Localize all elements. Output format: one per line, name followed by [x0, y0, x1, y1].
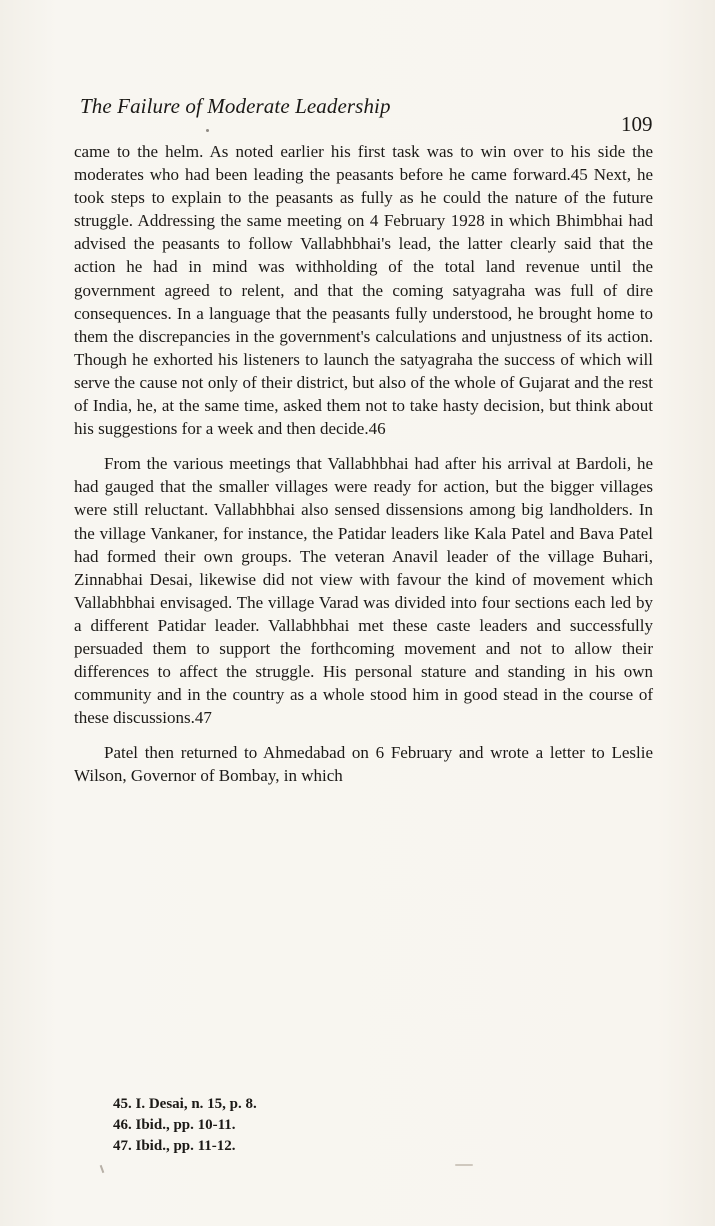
footnote-47: 47. Ibid., pp. 11-12. [113, 1138, 236, 1154]
running-head: The Failure of Moderate Leadership [80, 94, 391, 118]
footnote-45: 45. I. Desai, n. 15, p. 8. [113, 1096, 257, 1112]
footnote-46: 46. Ibid., pp. 10-11. [113, 1117, 236, 1133]
footnotes [113, 1094, 257, 1157]
paper-speck [206, 129, 209, 132]
paragraph-1: came to the helm. As noted earlier his first task was to win over to his side the moderates who had been leading the peasants before he came forward.45 Next, he took steps to explain to the peasants as fully as he could the nature of the future struggle. Addressing the same meeting on 4 February 1928 in which Bhimbhai had advised the peasants to follow Vallabhbhai's lead, the latter clearly said that the action he had in mind was withholding of the total land revenue until the government agreed to relent, and that the coming satyagraha was full of dire consequences. In a language that the peasants fully understood, he brought home to them the discrepancies in the government's calculations and unjustness of its action. Though he exhorted his listeners to launch the satyagraha the success of which will serve the cause not only of their district, but also of the whole of Gujarat and the rest of India, he, at the same time, asked them not to take hasty decision, but think about his suggestions for a week and then decide.46 [74, 142, 653, 439]
page-number: 109 [621, 112, 653, 136]
margin-mark [100, 1165, 105, 1173]
paragraph-3: Patel then returned to Ahmedabad on 6 February and wrote a letter to Leslie Wilson, Governor of Bombay, in which [74, 743, 653, 786]
paragraph-2: From the various meetings that Vallabhbhai had after his arrival at Bardoli, he had gauged that the smaller villages were ready for action, but the bigger villages were still reluctant. Vallabhbhai also sensed dissensions among big landholders. In the village Vankaner, for instance, the Patidar leaders like Kala Patel and Bava Patel had formed their own groups. The veteran Anavil leader of the village Buhari, Zinnabhai Desai, likewise did not view with favour the kind of movement which Vallabhbhai envisaged. The village Varad was divided into four sections each led by a different Patidar leader. Vallabhbhai met these caste leaders and successfully persuaded them to support the forthcoming movement and not to allow their differences to affect the struggle. His personal stature and standing in his own community and in the country as a whole stood him in good stead in the course of these discussions.47 [74, 454, 653, 728]
body-text [74, 140, 653, 788]
paper-mark [455, 1164, 473, 1166]
